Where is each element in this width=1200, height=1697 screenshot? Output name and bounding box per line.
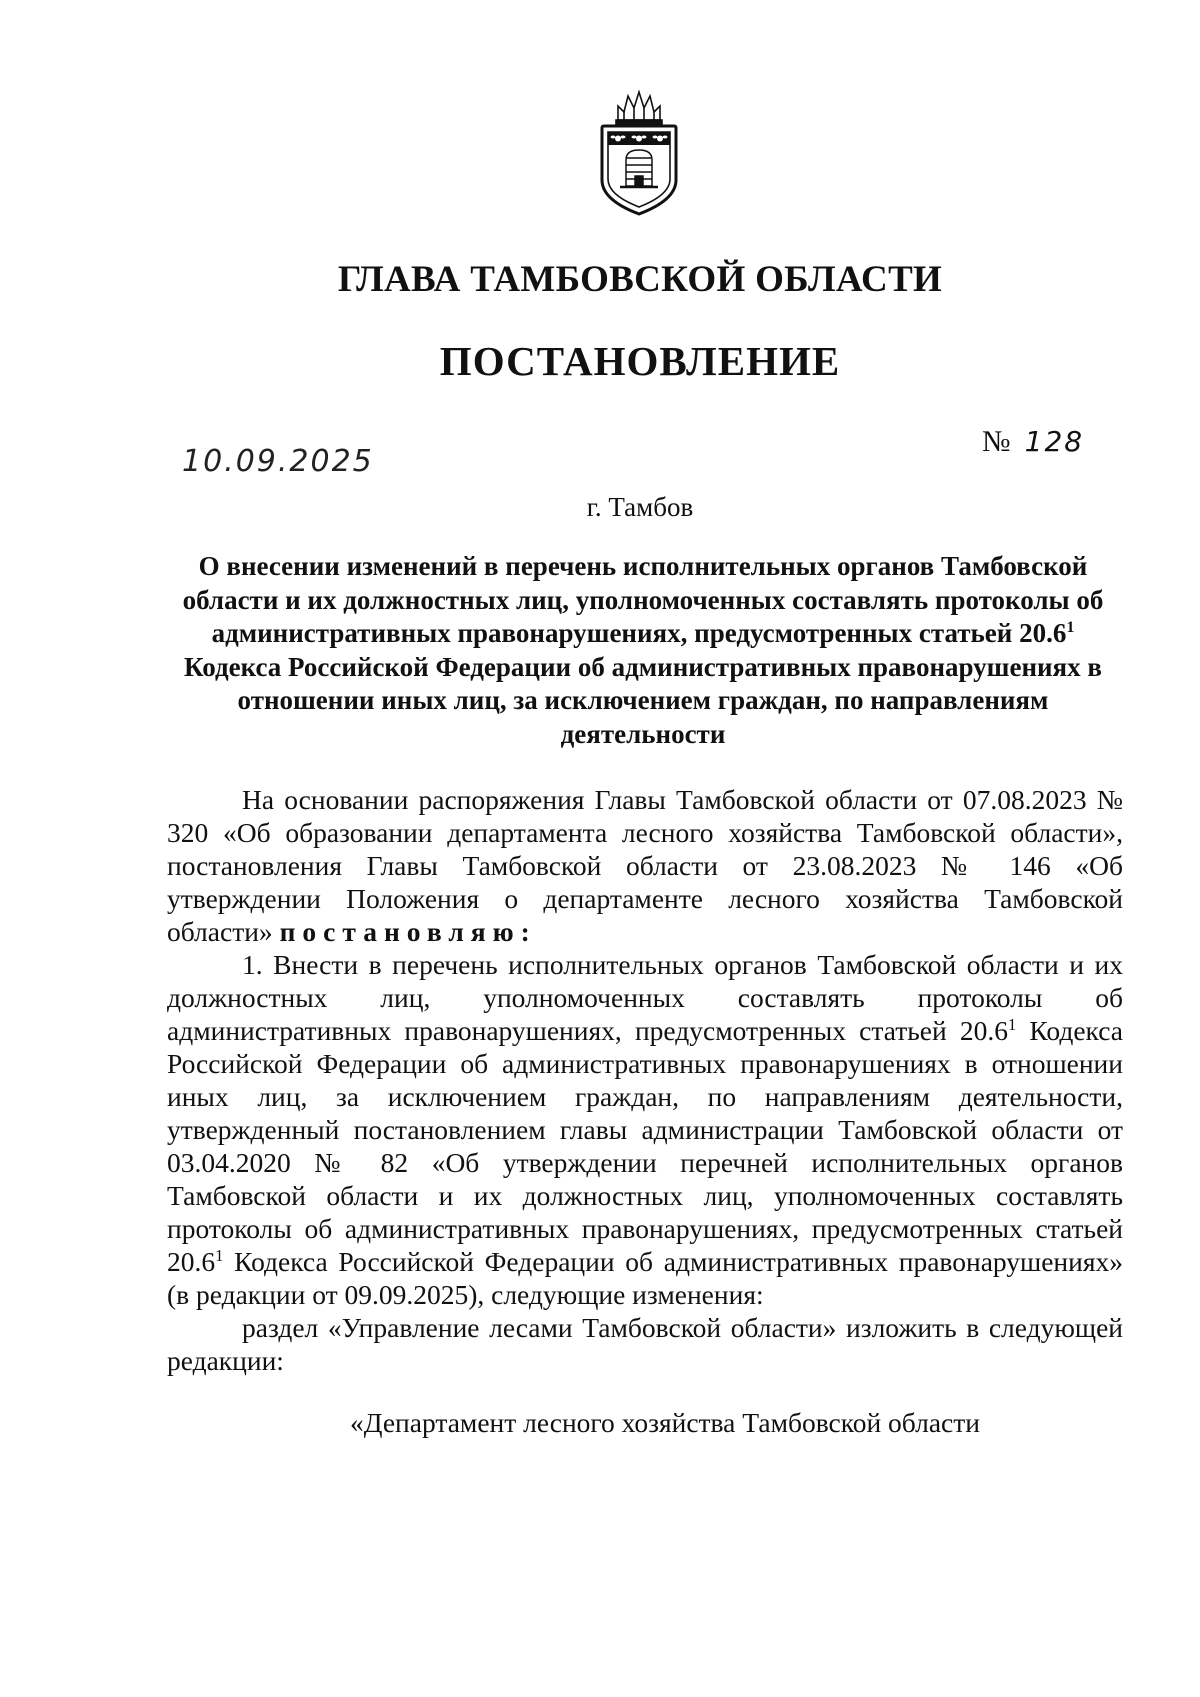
document-body bbox=[167, 783, 1123, 1377]
tambov-coat-of-arms-icon bbox=[588, 88, 690, 218]
subject-text-part1: О внесении изменений в перечень исполнительных органов Тамбовской области и их должностных лиц, уполномоченных составлять протоколы об административных правонарушениях, предусмотренных статьей 20.6 bbox=[182, 551, 1104, 648]
subject-text-part2: Кодекса Российской Федерации об административных правонарушениях в отношении иных лиц, за исключением граждан, по направлениям деятельности bbox=[184, 651, 1102, 749]
preamble-text: На основании распоряжения Главы Тамбовской области от 07.08.2023 № 320 «Об образовании департамента лесного хозяйства Тамбовской области», постановления Главы Тамбовской области от 23.08.2023 № 146 «Об утверждении Положения о департаменте лесного хозяйства Тамбовской области» bbox=[167, 784, 1123, 947]
number-value: 128 bbox=[1024, 425, 1085, 458]
document-date: 10.09.2025 bbox=[182, 444, 374, 479]
item-1-superscript-1: 1 bbox=[1008, 1014, 1017, 1034]
item-1-superscript-2: 1 bbox=[215, 1245, 224, 1265]
issuing-authority: ГЛАВА ТАМБОВСКОЙ ОБЛАСТИ bbox=[337, 259, 943, 300]
item-1-text-a: 1. Внести в перечень исполнительных органов Тамбовской области и их должностных лиц, уполномоченных составлять протоколы об административных правонарушениях, предусмотренных статьей 20.6 bbox=[167, 949, 1123, 1046]
document-number bbox=[982, 425, 1084, 459]
subject-superscript: 1 bbox=[1066, 618, 1075, 636]
section-change-paragraph: раздел «Управление лесами Тамбовской области» изложить в следующей редакции: bbox=[167, 1312, 1123, 1376]
item-1-text-c: Кодекса Российской Федерации об административных правонарушениях» (в редакции от 09.09.2025), следующие изменения: bbox=[167, 1246, 1123, 1310]
number-label: № bbox=[982, 425, 1011, 458]
preamble-paragraph bbox=[167, 783, 1123, 948]
document-subject bbox=[163, 550, 1123, 751]
document-type: ПОСТАНОВЛЕНИЕ bbox=[439, 338, 841, 384]
item-1-paragraph bbox=[167, 948, 1123, 1311]
decree-word: постановляю: bbox=[279, 916, 537, 947]
new-section-title: «Департамент лесного хозяйства Тамбовской области bbox=[350, 1407, 980, 1438]
item-1-text-b: Кодекса Российской Федерации об административных правонарушениях в отношении иных лиц, за исключением граждан, по направлениям деятельности, утвержденный постановлением главы администрации Тамбовской области от 03.04.2020 № 82 «Об утверждении перечней исполнительных органов Тамбовской области и их должностных лиц, уполномоченных составлять протоколы об административных правонарушениях, предусмотренных статьей 20.6 bbox=[167, 1015, 1123, 1277]
place-of-issue: г. Тамбов bbox=[586, 492, 694, 522]
